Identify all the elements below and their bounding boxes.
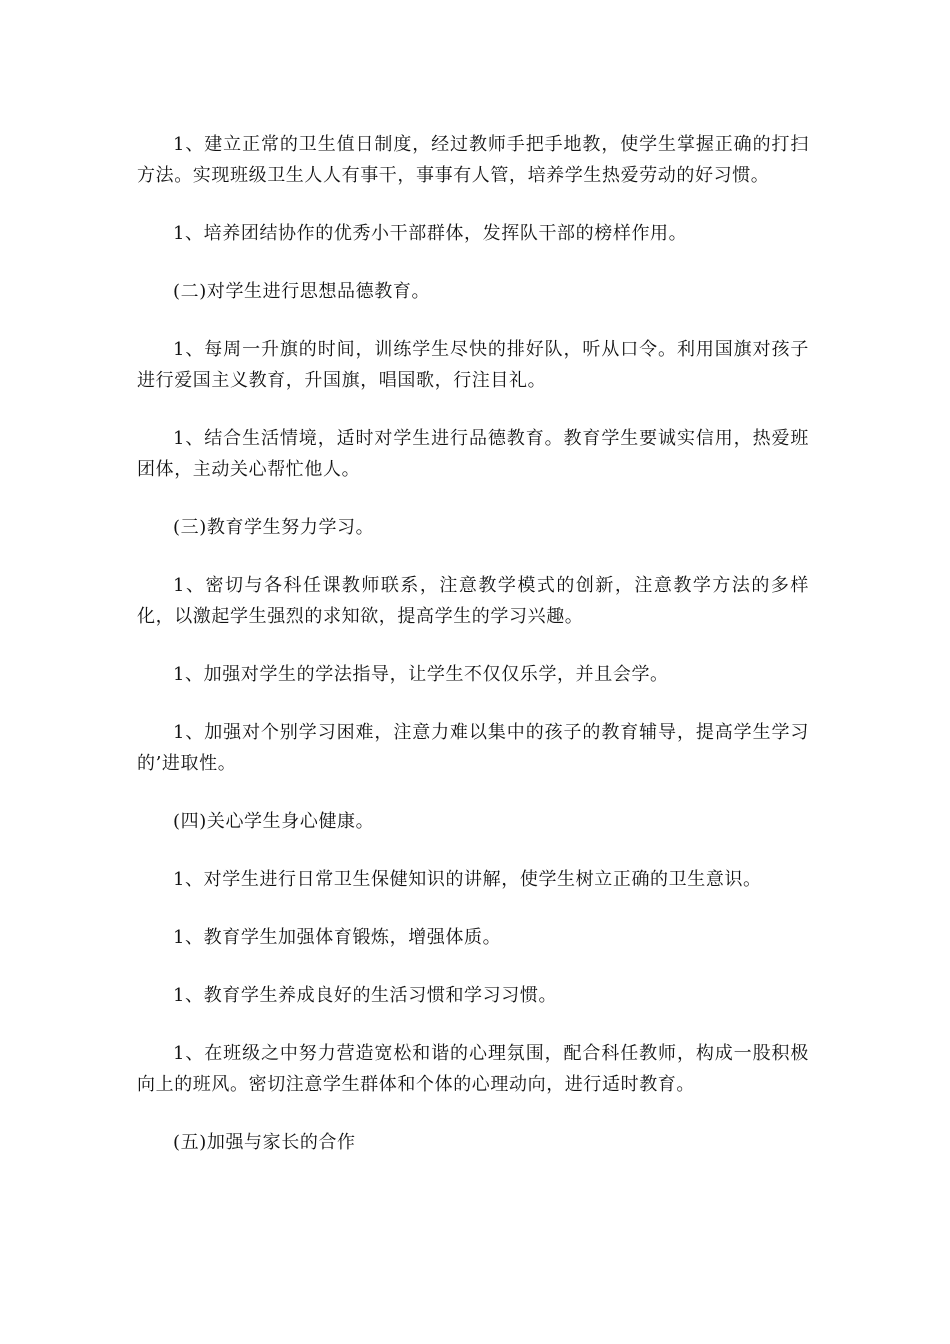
paragraph-struggling-students: 1、加强对个别学习困难，注意力难以集中的孩子的教育辅导，提高学生学习的’进取性。 <box>137 722 809 774</box>
paragraph-good-habits: 1、教育学生养成良好的生活习惯和学习习惯。 <box>173 985 558 1006</box>
section-heading-moral-education: (二)对学生进行思想品德教育。 <box>173 281 431 302</box>
paragraph-hygiene-duty: 1、建立正常的卫生值日制度，经过教师手把手地教，使学生掌握正确的打扫方法。实现班级卫生人人有事干，事事有人管，培养学生热爱劳动的好习惯。 <box>137 134 809 186</box>
section-heading-health: (四)关心学生身心健康。 <box>173 811 375 832</box>
document-body <box>137 129 809 1185</box>
paragraph-study-method: 1、加强对学生的学法指导，让学生不仅仅乐学，并且会学。 <box>173 664 669 685</box>
paragraph-flag-raising: 1、每周一升旗的时间，训练学生尽快的排好队，听从口令。利用国旗对孩子进行爱国主义教育，升国旗，唱国歌，行注目礼。 <box>137 339 809 391</box>
paragraph-teacher-contact: 1、密切与各科任课教师联系，注意教学模式的创新，注意教学方法的多样化，以激起学生强烈的求知欲，提高学生的学习兴趣。 <box>137 575 809 627</box>
paragraph-class-atmosphere: 1、在班级之中努力营造宽松和谐的心理氛围，配合科任教师，构成一股积极向上的班风。密切注意学生群体和个体的心理动向，进行适时教育。 <box>137 1043 809 1095</box>
paragraph-health-knowledge: 1、对学生进行日常卫生保健知识的讲解，使学生树立正确的卫生意识。 <box>173 869 762 890</box>
section-heading-study: (三)教育学生努力学习。 <box>173 517 375 538</box>
section-heading-parents: (五)加强与家长的合作 <box>173 1132 356 1153</box>
paragraph-life-situations: 1、结合生活情境，适时对学生进行品德教育。教育学生要诚实信用，热爱班团体，主动关心帮忙他人。 <box>137 428 809 480</box>
paragraph-class-cadres: 1、培养团结协作的优秀小干部群体，发挥队干部的榜样作用。 <box>173 223 688 244</box>
paragraph-physical-exercise: 1、教育学生加强体育锻炼，增强体质。 <box>173 927 502 948</box>
